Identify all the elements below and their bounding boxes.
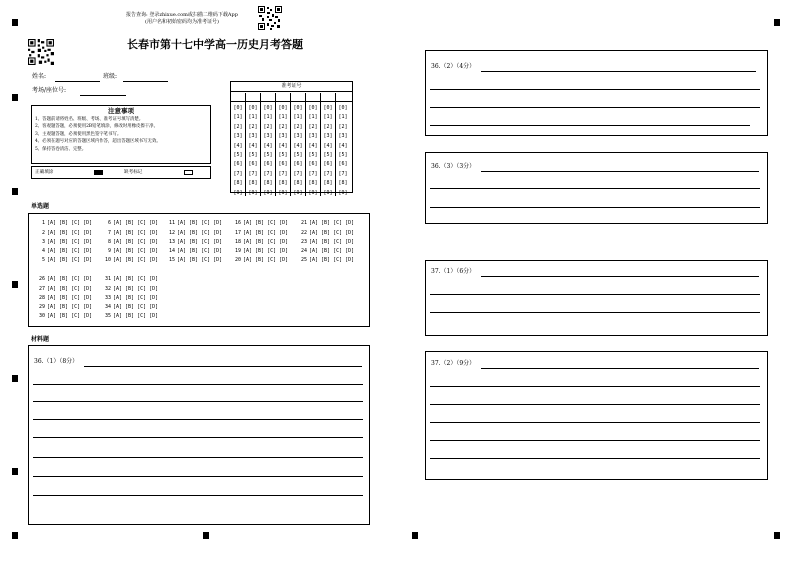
exam-id-bubble[interactable]: [8]	[278, 180, 288, 187]
exam-id-bubble[interactable]: [3]	[323, 133, 333, 140]
exam-id-bubble[interactable]: [9]	[248, 189, 258, 196]
absent-checkbox[interactable]	[184, 170, 193, 175]
exam-id-bubble[interactable]: [1]	[278, 114, 288, 121]
notice-heading: 注意事项	[108, 107, 134, 115]
question-number: 7	[107, 230, 111, 236]
exam-id-bubble[interactable]: [4]	[248, 142, 258, 149]
choice-question-30[interactable]	[37, 312, 92, 322]
answer-line[interactable]	[33, 401, 363, 402]
question-number: 35	[104, 313, 111, 319]
question-number: 1	[41, 220, 45, 226]
question-number: 2	[41, 230, 45, 236]
answer-options[interactable]: [A] [B] [C] [D]	[113, 257, 159, 263]
exam-id-divider	[335, 93, 336, 196]
exam-id-bubble[interactable]: [8]	[338, 180, 348, 187]
fill-example-label: 正确填涂	[35, 170, 54, 175]
exam-id-column	[263, 104, 273, 198]
answer-options[interactable]: [A] [B] [C] [D]	[47, 239, 93, 245]
exam-id-bubble[interactable]: [6]	[278, 161, 288, 168]
exam-id-bubble[interactable]: [0]	[233, 105, 243, 111]
timing-mark	[12, 532, 18, 539]
answer-options[interactable]: [A] [B] [C] [D]	[113, 230, 159, 236]
choice-question-25[interactable]	[299, 256, 354, 266]
exam-id-bubble[interactable]: [4]	[278, 142, 288, 149]
exam-id-divider	[260, 93, 261, 196]
question-number: 32	[104, 286, 111, 292]
exam-id-bubble[interactable]: [5]	[248, 151, 258, 158]
class-label: 班级:	[103, 73, 118, 80]
exam-id-bubble[interactable]: [5]	[278, 151, 288, 158]
answer-line[interactable]	[84, 366, 362, 367]
page-title: 长春市第十七中学高一历史月考答题	[127, 38, 303, 51]
answer-line[interactable]	[430, 125, 750, 126]
exam-id-bubble[interactable]: [2]	[263, 123, 273, 130]
timing-mark	[12, 375, 18, 382]
answer-line[interactable]	[430, 207, 760, 208]
question-number: 12	[168, 230, 175, 236]
notice-item: 5、保持答卷清洁、完整。	[35, 146, 87, 152]
notice-item: 3、主观题答题，必须使用黑色签字笔书写。	[35, 131, 122, 137]
question-number: 31	[104, 276, 111, 282]
exam-id-bubble[interactable]: [4]	[233, 142, 243, 149]
exam-id-bubble[interactable]: [5]	[323, 151, 333, 158]
answer-line[interactable]	[430, 422, 760, 423]
choice-question-26[interactable]	[37, 275, 92, 285]
answer-box-36-2[interactable]	[425, 50, 768, 136]
answer-options[interactable]: [A] [B] [C] [D]	[177, 239, 223, 245]
exam-id-divider	[320, 93, 321, 196]
question-number: 6	[107, 220, 111, 226]
exam-id-heading: 准考证号	[231, 82, 352, 92]
answer-options[interactable]: [A] [B] [C] [D]	[113, 286, 159, 292]
exam-id-bubble[interactable]: [0]	[248, 105, 258, 111]
notice-item: 1、答题前请将姓名、班级、考场、准考证号填写清楚。	[35, 117, 144, 122]
exam-id-bubble[interactable]: [2]	[323, 123, 333, 130]
exam-id-column	[233, 104, 243, 198]
answer-line[interactable]	[481, 71, 756, 72]
question-number: 30	[38, 313, 45, 319]
question-label-36-1: 36.（1）（8分）	[34, 358, 79, 365]
exam-id-bubble[interactable]: [8]	[248, 180, 258, 187]
answer-line[interactable]	[33, 419, 363, 420]
exam-id-bubble[interactable]: [5]	[308, 151, 318, 158]
answer-options[interactable]: [A] [B] [C] [D]	[47, 276, 93, 282]
timing-mark	[412, 532, 418, 539]
exam-id-bubble[interactable]: [6]	[248, 161, 258, 168]
answer-line[interactable]	[33, 495, 363, 496]
exam-id-write-row[interactable]	[231, 92, 352, 102]
fill-legend-box	[31, 166, 211, 179]
question-number: 19	[234, 248, 241, 254]
exam-id-box	[230, 81, 353, 196]
exam-id-bubble[interactable]: [5]	[263, 151, 273, 158]
fill-example-mark	[94, 170, 103, 175]
exam-id-bubble[interactable]: [0]	[338, 105, 348, 111]
exam-id-bubble[interactable]: [1]	[308, 114, 318, 121]
answer-box-37-1[interactable]	[425, 260, 768, 336]
exam-id-bubble[interactable]: [3]	[233, 133, 243, 140]
answer-options[interactable]: [A] [B] [C] [D]	[243, 230, 289, 236]
question-number: 21	[300, 220, 307, 226]
exam-id-column	[308, 104, 318, 198]
answer-options[interactable]: [A] [B] [C] [D]	[47, 220, 93, 226]
exam-id-bubble[interactable]: [0]	[323, 105, 333, 111]
single-choice-box	[28, 213, 370, 327]
answer-options[interactable]: [A] [B] [C] [D]	[113, 304, 159, 310]
answer-options[interactable]: [A] [B] [C] [D]	[309, 257, 355, 263]
exam-id-bubble[interactable]: [9]	[233, 189, 243, 196]
timing-mark	[774, 19, 780, 26]
exam-id-bubble[interactable]: [7]	[323, 170, 333, 177]
choice-question-20[interactable]	[233, 256, 288, 266]
exam-id-bubble[interactable]: [1]	[233, 114, 243, 121]
choice-question-5[interactable]	[37, 256, 92, 266]
answer-options[interactable]: [A] [B] [C] [D]	[243, 220, 289, 226]
question-number: 13	[168, 239, 175, 245]
question-number: 29	[38, 304, 45, 310]
exam-id-bubble[interactable]: [9]	[338, 189, 348, 196]
exam-id-bubble[interactable]: [4]	[293, 142, 303, 149]
exam-id-bubble[interactable]: [8]	[323, 180, 333, 187]
exam-id-divider	[275, 93, 276, 196]
question-label-37-2: 37.（2）（9分）	[431, 360, 476, 367]
answer-options[interactable]: [A] [B] [C] [D]	[47, 286, 93, 292]
exam-id-bubble[interactable]: [4]	[323, 142, 333, 149]
question-number: 27	[38, 286, 45, 292]
question-number: 11	[168, 220, 175, 226]
seat-field[interactable]	[80, 95, 126, 96]
choice-question-6[interactable]	[103, 219, 158, 229]
name-field[interactable]	[55, 81, 100, 82]
exam-id-bubble[interactable]: [5]	[338, 151, 348, 158]
exam-id-bubble[interactable]: [1]	[293, 114, 303, 121]
choice-question-15[interactable]	[167, 256, 222, 266]
exam-id-bubble[interactable]: [9]	[263, 189, 273, 196]
notice-item: 4、必须在题号对应的答题区域内作答，超出答题区域书写无效。	[35, 139, 161, 145]
question-number: 20	[234, 257, 241, 263]
seat-label: 考场/座位号:	[32, 87, 67, 94]
exam-id-bubble[interactable]: [3]	[263, 133, 273, 140]
choice-question-10[interactable]	[103, 256, 158, 266]
exam-id-bubble[interactable]: [8]	[263, 180, 273, 187]
answer-line[interactable]	[33, 437, 363, 438]
material-heading: 材料题	[31, 336, 50, 343]
student-qr-code-icon	[28, 39, 54, 65]
answer-options[interactable]: [A] [B] [C] [D]	[113, 295, 159, 301]
answer-line[interactable]	[430, 458, 760, 459]
answer-line[interactable]	[430, 89, 760, 90]
answer-options[interactable]: [A] [B] [C] [D]	[243, 248, 289, 254]
question-number: 5	[41, 257, 45, 263]
answer-options[interactable]: [A] [B] [C] [D]	[113, 276, 159, 282]
exam-id-bubble[interactable]: [9]	[293, 189, 303, 196]
question-number: 15	[168, 257, 175, 263]
question-number: 17	[234, 230, 241, 236]
answer-box-36-1[interactable]	[28, 345, 370, 525]
exam-id-column	[323, 104, 333, 198]
exam-id-bubble[interactable]: [4]	[308, 142, 318, 149]
exam-id-bubble[interactable]: [1]	[338, 114, 348, 121]
exam-id-bubble[interactable]: [5]	[293, 151, 303, 158]
exam-id-bubble[interactable]: [0]	[263, 105, 273, 111]
answer-line[interactable]	[33, 384, 363, 385]
choice-question-35[interactable]	[103, 312, 158, 322]
choice-question-11[interactable]	[167, 219, 222, 229]
exam-id-bubble[interactable]: [2]	[233, 123, 243, 130]
exam-id-bubble[interactable]: [3]	[293, 133, 303, 140]
timing-mark	[12, 94, 18, 101]
answer-box-37-2[interactable]	[425, 351, 768, 480]
exam-id-bubble[interactable]: [2]	[293, 123, 303, 130]
answer-options[interactable]: [A] [B] [C] [D]	[113, 220, 159, 226]
exam-id-bubble[interactable]: [7]	[293, 170, 303, 177]
exam-id-bubble[interactable]: [7]	[308, 170, 318, 177]
exam-id-column	[293, 104, 303, 198]
name-label: 姓名:	[32, 73, 47, 80]
answer-line[interactable]	[33, 457, 363, 458]
exam-id-bubble[interactable]: [2]	[338, 123, 348, 130]
choice-question-1[interactable]	[37, 219, 92, 229]
notice-list	[32, 116, 210, 153]
absent-label: 缺考标记	[124, 170, 143, 175]
exam-id-bubble[interactable]: [8]	[308, 180, 318, 187]
question-number: 16	[234, 220, 241, 226]
exam-id-divider	[305, 93, 306, 196]
exam-id-bubble[interactable]: [1]	[263, 114, 273, 121]
exam-id-bubble[interactable]: [6]	[293, 161, 303, 168]
report-notice: 报告查询: 登录zhixue.com或扫描二维码下载App (用户名和初始密码均为准考证号)	[126, 12, 238, 25]
exam-id-bubble[interactable]: [8]	[233, 180, 243, 187]
exam-id-bubble[interactable]: [0]	[278, 105, 288, 111]
answer-options[interactable]: [A] [B] [C] [D]	[243, 257, 289, 263]
exam-id-bubble[interactable]: [1]	[323, 114, 333, 121]
question-number: 33	[104, 295, 111, 301]
exam-id-bubble[interactable]: [6]	[323, 161, 333, 168]
timing-mark	[12, 468, 18, 475]
exam-id-bubble[interactable]: [7]	[233, 170, 243, 177]
answer-line[interactable]	[33, 476, 363, 477]
exam-id-bubble[interactable]: [3]	[308, 133, 318, 140]
timing-mark	[203, 532, 209, 539]
exam-id-bubble[interactable]: [5]	[233, 151, 243, 158]
answer-options[interactable]: [A] [B] [C] [D]	[47, 248, 93, 254]
answer-options[interactable]: [A] [B] [C] [D]	[177, 257, 223, 263]
class-field[interactable]	[123, 81, 168, 82]
exam-id-divider	[245, 93, 246, 196]
answer-options[interactable]: [A] [B] [C] [D]	[243, 239, 289, 245]
answer-line[interactable]	[481, 368, 759, 369]
answer-line[interactable]	[430, 294, 760, 295]
answer-box-36-3[interactable]	[425, 152, 768, 224]
exam-id-bubble[interactable]: [7]	[248, 170, 258, 177]
question-number: 14	[168, 248, 175, 254]
question-number: 4	[41, 248, 45, 254]
exam-id-bubble[interactable]: [6]	[308, 161, 318, 168]
answer-options[interactable]: [A] [B] [C] [D]	[309, 248, 355, 254]
choice-question-31[interactable]	[103, 275, 158, 285]
exam-id-bubble[interactable]: [6]	[263, 161, 273, 168]
exam-id-bubble[interactable]: [2]	[248, 123, 258, 130]
question-number: 28	[38, 295, 45, 301]
question-label-37-1: 37.（1）（6分）	[431, 268, 476, 275]
question-label-36-3: 36.（3）（3分）	[431, 163, 476, 170]
exam-id-divider	[290, 93, 291, 196]
question-number: 8	[107, 239, 111, 245]
answer-options[interactable]: [A] [B] [C] [D]	[47, 295, 93, 301]
timing-mark	[12, 188, 18, 195]
answer-line[interactable]	[481, 276, 759, 277]
answer-line[interactable]	[430, 440, 760, 441]
exam-id-bubble[interactable]: [2]	[308, 123, 318, 130]
question-number: 18	[234, 239, 241, 245]
answer-options[interactable]: [A] [B] [C] [D]	[113, 239, 159, 245]
single-choice-heading: 单选题	[31, 203, 50, 210]
question-number: 22	[300, 230, 307, 236]
question-number: 26	[38, 276, 45, 282]
answer-options[interactable]: [A] [B] [C] [D]	[47, 304, 93, 310]
answer-options[interactable]: [A] [B] [C] [D]	[113, 313, 159, 319]
question-label-36-2: 36.（2）（4分）	[431, 63, 476, 70]
answer-options[interactable]: [A] [B] [C] [D]	[47, 313, 93, 319]
question-number: 10	[104, 257, 111, 263]
answer-options[interactable]: [A] [B] [C] [D]	[309, 239, 355, 245]
timing-mark	[774, 532, 780, 539]
exam-id-bubble[interactable]: [3]	[278, 133, 288, 140]
answer-options[interactable]: [A] [B] [C] [D]	[309, 230, 355, 236]
question-number: 23	[300, 239, 307, 245]
answer-options[interactable]: [A] [B] [C] [D]	[47, 230, 93, 236]
exam-id-bubble[interactable]: [7]	[338, 170, 348, 177]
exam-id-column	[278, 104, 288, 198]
answer-options[interactable]: [A] [B] [C] [D]	[177, 230, 223, 236]
answer-options[interactable]: [A] [B] [C] [D]	[47, 257, 93, 263]
exam-id-bubble[interactable]: [2]	[278, 123, 288, 130]
question-number: 9	[107, 248, 111, 254]
answer-line[interactable]	[430, 404, 760, 405]
exam-id-bubble[interactable]: [9]	[323, 189, 333, 196]
exam-id-bubble[interactable]: [4]	[263, 142, 273, 149]
exam-id-bubble[interactable]: [6]	[233, 161, 243, 168]
timing-mark	[12, 19, 18, 26]
answer-line[interactable]	[430, 188, 760, 189]
exam-id-bubble[interactable]: [9]	[308, 189, 318, 196]
question-number: 25	[300, 257, 307, 263]
answer-line[interactable]	[430, 107, 760, 108]
qr-code-icon	[258, 6, 282, 30]
exam-id-bubble[interactable]: [0]	[308, 105, 318, 111]
answer-options[interactable]: [A] [B] [C] [D]	[177, 248, 223, 254]
answer-options[interactable]: [A] [B] [C] [D]	[309, 220, 355, 226]
choice-question-21[interactable]	[299, 219, 354, 229]
answer-options[interactable]: [A] [B] [C] [D]	[177, 220, 223, 226]
exam-id-bubble[interactable]: [0]	[293, 105, 303, 111]
exam-id-bubble[interactable]: [4]	[338, 142, 348, 149]
question-number: 3	[41, 239, 45, 245]
choice-question-16[interactable]	[233, 219, 288, 229]
exam-id-column	[338, 104, 348, 198]
timing-mark	[12, 281, 18, 288]
answer-line[interactable]	[481, 171, 759, 172]
exam-id-column	[248, 104, 258, 198]
answer-line[interactable]	[430, 386, 760, 387]
answer-options[interactable]: [A] [B] [C] [D]	[113, 248, 159, 254]
question-number: 24	[300, 248, 307, 254]
exam-id-bubble[interactable]: [9]	[278, 189, 288, 196]
exam-id-bubble[interactable]: [6]	[338, 161, 348, 168]
notice-item: 2、客观题答题，必须使用2B铅笔填涂，修改时用橡皮擦干净。	[35, 124, 158, 130]
exam-id-bubble[interactable]: [1]	[248, 114, 258, 121]
answer-line[interactable]	[430, 312, 760, 313]
exam-id-bubble[interactable]: [7]	[263, 170, 273, 177]
exam-id-bubble[interactable]: [8]	[293, 180, 303, 187]
notice-box	[31, 105, 211, 164]
exam-id-bubble[interactable]: [3]	[338, 133, 348, 140]
question-number: 34	[104, 304, 111, 310]
exam-id-bubble[interactable]: [7]	[278, 170, 288, 177]
exam-id-bubble[interactable]: [3]	[248, 133, 258, 140]
